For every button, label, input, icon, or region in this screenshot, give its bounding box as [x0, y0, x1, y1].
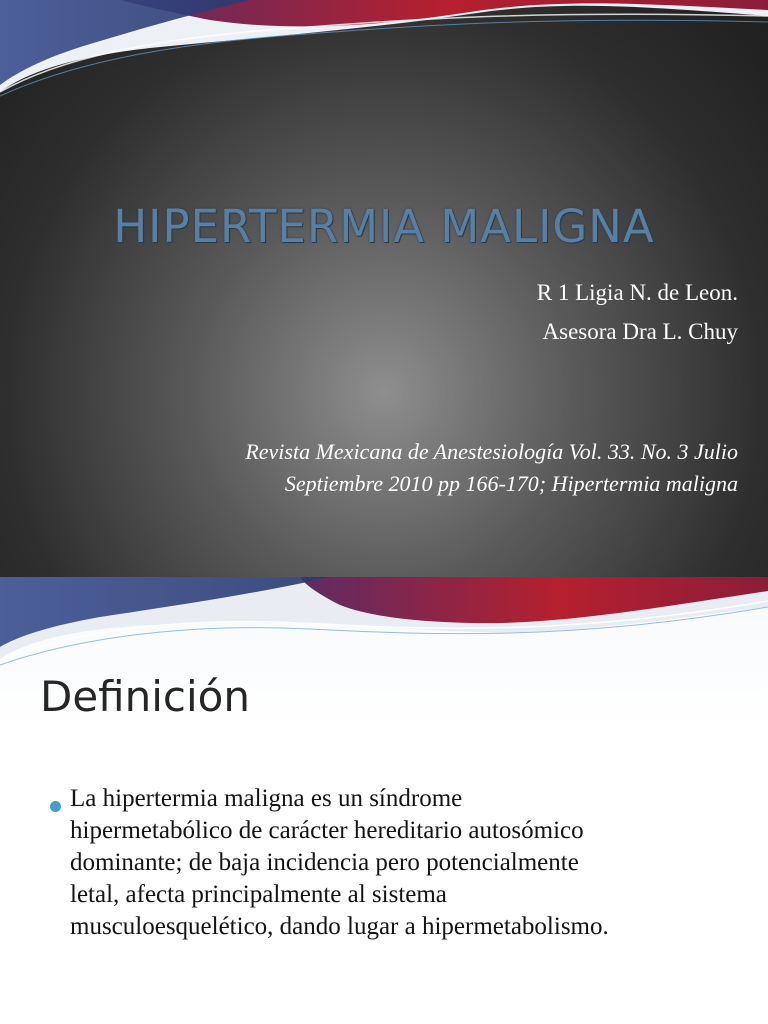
bullet-text-line: dominante; de baja incidencia pero potencialmente — [70, 849, 579, 876]
slide-title: HIPERTERMIA MALIGNA — [113, 200, 655, 253]
author-line: R 1 Ligia N. de Leon. — [536, 280, 738, 305]
reference-line: Septiembre 2010 pp 166-170; Hipertermia maligna — [284, 471, 738, 496]
bullet-text-line: hipermetabólico de carácter hereditario autosómico — [70, 817, 584, 844]
wave-decoration-top — [0, 577, 768, 667]
bullet-text-line: La hipertermia maligna es un síndrome — [70, 785, 463, 812]
bullet-text-line: musculoesquelético, dando lugar a hipermetabolismo. — [70, 913, 609, 940]
reference-line: Revista Mexicana de Anestesiología Vol. 33. No. 3 Julio — [245, 439, 738, 464]
bullet-text-line: letal, afecta principalmente al sistema — [70, 881, 447, 908]
advisor-line: Asesora Dra L. Chuy — [542, 319, 738, 344]
definition-slide — [0, 577, 768, 1024]
slide-heading: Definición — [40, 672, 250, 721]
wave-decoration-top — [0, 0, 768, 110]
bullet-icon — [50, 801, 61, 812]
